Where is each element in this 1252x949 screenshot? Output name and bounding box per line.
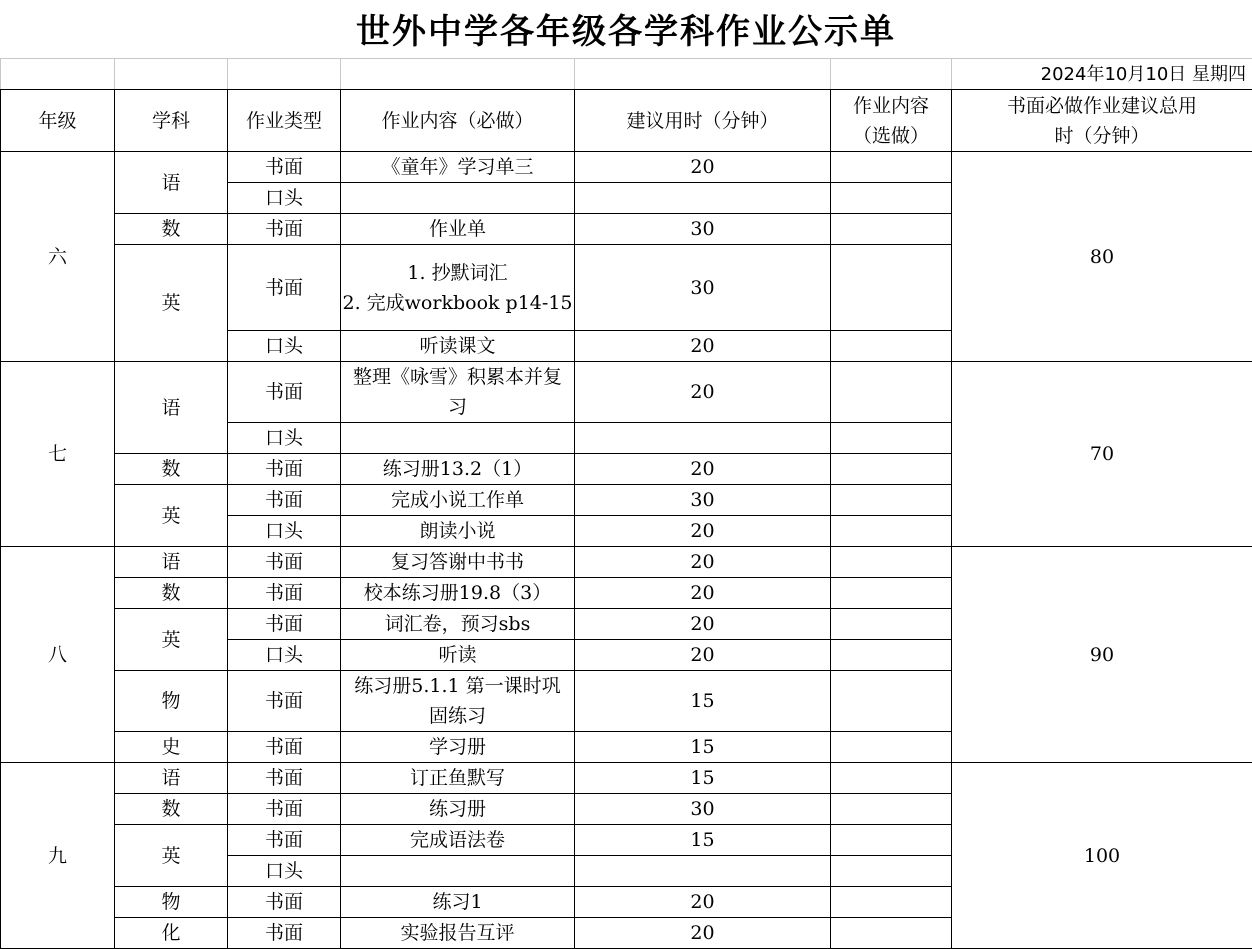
time-cell: 20 bbox=[575, 152, 831, 183]
optional-cell bbox=[831, 245, 952, 331]
header-time: 建议用时（分钟） bbox=[575, 90, 831, 152]
blank-cell bbox=[575, 59, 831, 90]
optional-cell bbox=[831, 794, 952, 825]
optional-cell bbox=[831, 825, 952, 856]
optional-cell bbox=[831, 887, 952, 918]
optional-cell bbox=[831, 331, 952, 362]
time-cell: 20 bbox=[575, 887, 831, 918]
content-cell: 练习1 bbox=[341, 887, 575, 918]
subject-cell: 语 bbox=[115, 362, 228, 454]
time-cell: 30 bbox=[575, 794, 831, 825]
time-cell: 20 bbox=[575, 609, 831, 640]
time-cell: 15 bbox=[575, 732, 831, 763]
grade-cell: 九 bbox=[1, 763, 115, 949]
homework-table bbox=[0, 58, 1252, 949]
optional-cell bbox=[831, 732, 952, 763]
type-cell: 书面 bbox=[228, 825, 341, 856]
subject-cell: 英 bbox=[115, 825, 228, 887]
subject-cell: 数 bbox=[115, 454, 228, 485]
type-cell: 口头 bbox=[228, 183, 341, 214]
type-cell: 书面 bbox=[228, 454, 341, 485]
optional-cell bbox=[831, 152, 952, 183]
content-cell: 《童年》学习单三 bbox=[341, 152, 575, 183]
type-cell: 书面 bbox=[228, 732, 341, 763]
optional-cell bbox=[831, 485, 952, 516]
subject-cell: 数 bbox=[115, 578, 228, 609]
type-cell: 书面 bbox=[228, 671, 341, 732]
content-cell bbox=[341, 183, 575, 214]
time-cell: 20 bbox=[575, 362, 831, 423]
type-cell: 书面 bbox=[228, 152, 341, 183]
optional-cell bbox=[831, 578, 952, 609]
content-cell: 整理《咏雪》积累本并复习 bbox=[341, 362, 575, 423]
type-cell: 书面 bbox=[228, 214, 341, 245]
blank-cell bbox=[228, 59, 341, 90]
date-row bbox=[1, 59, 1252, 90]
content-cell: 练习册13.2（1） bbox=[341, 454, 575, 485]
type-cell: 书面 bbox=[228, 578, 341, 609]
optional-cell bbox=[831, 547, 952, 578]
optional-cell bbox=[831, 856, 952, 887]
type-cell: 口头 bbox=[228, 640, 341, 671]
grade-cell: 七 bbox=[1, 362, 115, 547]
total-time-cell: 70 bbox=[952, 362, 1252, 547]
time-cell: 30 bbox=[575, 485, 831, 516]
header-grade: 年级 bbox=[1, 90, 115, 152]
optional-cell bbox=[831, 362, 952, 423]
subject-cell: 英 bbox=[115, 485, 228, 547]
content-cell: 完成小说工作单 bbox=[341, 485, 575, 516]
optional-cell bbox=[831, 454, 952, 485]
time-cell bbox=[575, 856, 831, 887]
content-cell: 实验报告互评 bbox=[341, 918, 575, 949]
time-cell: 20 bbox=[575, 454, 831, 485]
subject-cell: 物 bbox=[115, 887, 228, 918]
header-subject: 学科 bbox=[115, 90, 228, 152]
blank-cell bbox=[341, 59, 575, 90]
blank-cell bbox=[831, 59, 952, 90]
time-cell: 20 bbox=[575, 331, 831, 362]
optional-cell bbox=[831, 516, 952, 547]
content-cell: 学习册 bbox=[341, 732, 575, 763]
type-cell: 口头 bbox=[228, 331, 341, 362]
table-row bbox=[1, 547, 1252, 578]
content-cell: 完成语法卷 bbox=[341, 825, 575, 856]
optional-cell bbox=[831, 423, 952, 454]
optional-cell bbox=[831, 183, 952, 214]
subject-cell: 英 bbox=[115, 245, 228, 362]
table-row bbox=[1, 763, 1252, 794]
optional-cell bbox=[831, 214, 952, 245]
subject-cell: 语 bbox=[115, 547, 228, 578]
total-time-cell: 90 bbox=[952, 547, 1252, 763]
time-cell: 15 bbox=[575, 763, 831, 794]
content-cell bbox=[341, 856, 575, 887]
subject-cell: 化 bbox=[115, 918, 228, 949]
total-time-cell: 100 bbox=[952, 763, 1252, 949]
content-cell: 校本练习册19.8（3） bbox=[341, 578, 575, 609]
content-cell: 作业单 bbox=[341, 214, 575, 245]
table-row bbox=[1, 362, 1252, 423]
date-label: 2024年10月10日 星期四 bbox=[952, 59, 1252, 90]
blank-cell bbox=[1, 59, 115, 90]
subject-cell: 语 bbox=[115, 763, 228, 794]
type-cell: 书面 bbox=[228, 547, 341, 578]
type-cell: 书面 bbox=[228, 918, 341, 949]
time-cell: 20 bbox=[575, 578, 831, 609]
content-cell: 1. 抄默词汇 2. 完成workbook p14-15 bbox=[341, 245, 575, 331]
blank-cell bbox=[115, 59, 228, 90]
time-cell: 15 bbox=[575, 825, 831, 856]
table-row bbox=[1, 152, 1252, 183]
type-cell: 书面 bbox=[228, 245, 341, 331]
time-cell: 20 bbox=[575, 640, 831, 671]
content-cell: 词汇卷，预习sbs bbox=[341, 609, 575, 640]
header-row bbox=[1, 90, 1252, 152]
optional-cell bbox=[831, 609, 952, 640]
time-cell bbox=[575, 183, 831, 214]
time-cell: 20 bbox=[575, 547, 831, 578]
type-cell: 口头 bbox=[228, 423, 341, 454]
content-cell: 练习册 bbox=[341, 794, 575, 825]
subject-cell: 史 bbox=[115, 732, 228, 763]
type-cell: 书面 bbox=[228, 887, 341, 918]
type-cell: 口头 bbox=[228, 856, 341, 887]
subject-cell: 英 bbox=[115, 609, 228, 671]
subject-cell: 数 bbox=[115, 794, 228, 825]
total-time-cell: 80 bbox=[952, 152, 1252, 362]
subject-cell: 语 bbox=[115, 152, 228, 214]
type-cell: 书面 bbox=[228, 609, 341, 640]
content-cell: 练习册5.1.1 第一课时巩固练习 bbox=[341, 671, 575, 732]
time-cell: 30 bbox=[575, 214, 831, 245]
content-cell: 朗读小说 bbox=[341, 516, 575, 547]
time-cell: 20 bbox=[575, 918, 831, 949]
time-cell: 20 bbox=[575, 516, 831, 547]
content-cell: 听读 bbox=[341, 640, 575, 671]
subject-cell: 物 bbox=[115, 671, 228, 732]
optional-cell bbox=[831, 671, 952, 732]
type-cell: 口头 bbox=[228, 516, 341, 547]
type-cell: 书面 bbox=[228, 763, 341, 794]
content-cell: 订正鱼默写 bbox=[341, 763, 575, 794]
header-type: 作业类型 bbox=[228, 90, 341, 152]
time-cell: 30 bbox=[575, 245, 831, 331]
type-cell: 书面 bbox=[228, 794, 341, 825]
optional-cell bbox=[831, 640, 952, 671]
content-cell bbox=[341, 423, 575, 454]
time-cell: 15 bbox=[575, 671, 831, 732]
subject-cell: 数 bbox=[115, 214, 228, 245]
type-cell: 书面 bbox=[228, 362, 341, 423]
content-cell: 复习答谢中书书 bbox=[341, 547, 575, 578]
optional-cell bbox=[831, 763, 952, 794]
grade-cell: 八 bbox=[1, 547, 115, 763]
time-cell bbox=[575, 423, 831, 454]
header-content-required: 作业内容（必做） bbox=[341, 90, 575, 152]
header-content-optional: 作业内容（选做） bbox=[831, 90, 952, 152]
page-title: 世外中学各年级各学科作业公示单 bbox=[0, 0, 1252, 58]
content-cell: 听读课文 bbox=[341, 331, 575, 362]
header-total: 书面必做作业建议总用时（分钟） bbox=[952, 90, 1252, 152]
grade-cell: 六 bbox=[1, 152, 115, 362]
type-cell: 书面 bbox=[228, 485, 341, 516]
